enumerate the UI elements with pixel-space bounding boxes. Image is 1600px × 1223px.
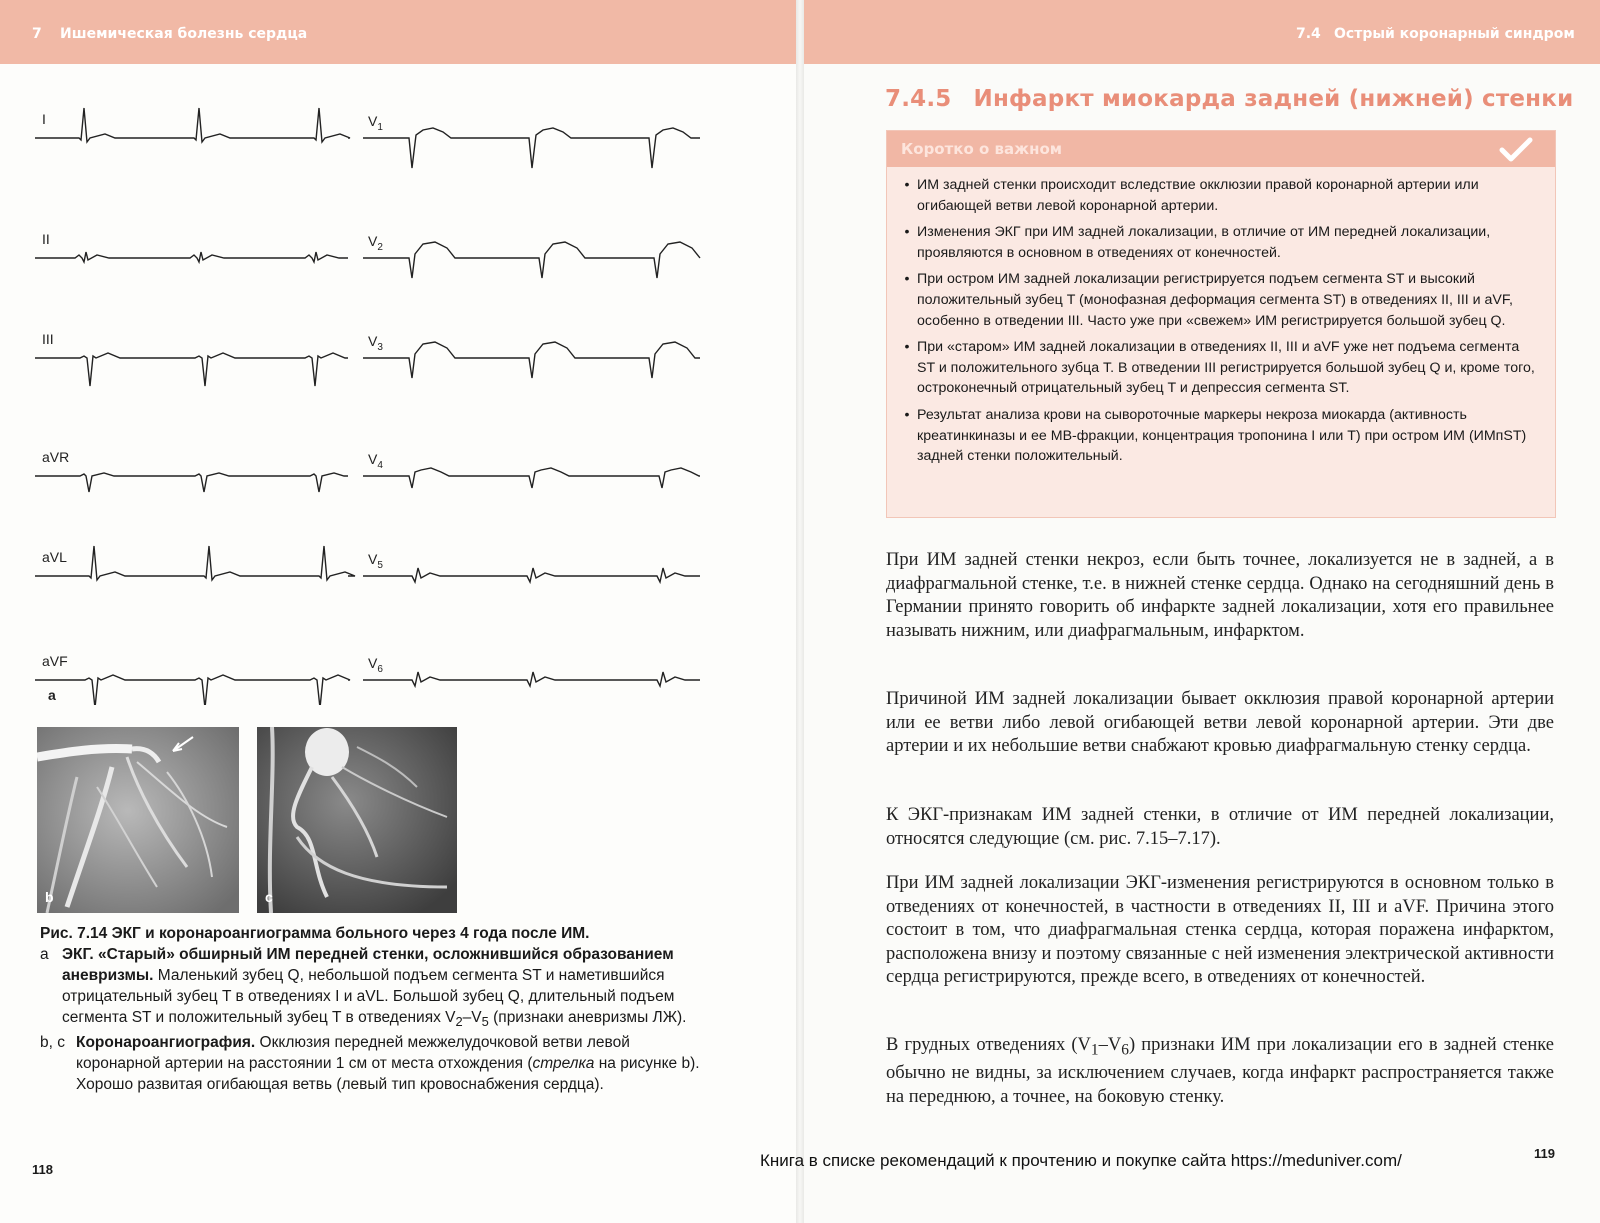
paragraph-2: Причиной ИМ задней локализации бывает окклюзия правой коронарной артерии или ее ветви либо левой огибающей ветви левой коронарной артерии. Эти две артерии и их небольшие ветви снабжают кровью диафрагмальную стенку сердца. xyxy=(886,689,1554,756)
lead-label-right: $V_4$ xyxy=(368,451,383,471)
caption-a-end: (признаки аневризмы ЛЖ). xyxy=(488,1009,687,1026)
p5-sub1: 1 xyxy=(1090,1041,1099,1059)
p5-sub2: 6 xyxy=(1121,1041,1129,1059)
paragraph-3: К ЭКГ-признакам ИМ задней стенки, в отличие от ИМ передней локализации, относятся следующие (см. рис. 7.15–7.17). xyxy=(886,805,1554,849)
caption-bc-italic: стрелка xyxy=(532,1055,595,1073)
caption-text-a xyxy=(62,944,710,1032)
caption-bc-end: на рисунке b). Хорошо развитая огибающая ветвь (левый тип кровоснабжения сердца). xyxy=(76,1055,700,1094)
page-number-right: 119 xyxy=(1534,1146,1555,1161)
ecg-trace-left-3 xyxy=(35,353,348,386)
ecg-trace-left-1 xyxy=(35,108,350,142)
bullet-icon: • xyxy=(904,406,910,423)
figure-caption xyxy=(40,923,710,1095)
bullet-icon: • xyxy=(904,224,910,241)
summary-item-text: При «старом» ИМ задней локализации в отведениях II, III и aVF уже нет подъема сегмента ST и положительного зубца T. В отведении III регистрируется большой зубец Q и, кроме того, остроконечный отрицательный зубец T и депрессия сегмента ST. xyxy=(917,339,1535,397)
lead-label-left: aVR xyxy=(42,449,70,465)
lead-label-right: $V_3$ xyxy=(368,333,383,353)
section-heading-number: 7.4.5 xyxy=(885,86,952,112)
left-running-header xyxy=(0,0,796,64)
bullet-icon: • xyxy=(904,271,910,288)
paragraph-4: При ИМ задней локализации ЭКГ-изменения регистрируются в основном только в отведениях от конечностей, в частности в отведениях II, III и aVF. Причина этого состоит в том, что диафрагмальная стенка сердца, которая поражена инфарктом, расположена внизу и поэтому связанные с ней изменения электрической активности сердца регистрируются, прежде всего, в отведениях от конечностей. xyxy=(886,873,1554,987)
caption-a-bold: ЭКГ. «Старый» обширный ИМ передней стенки, осложнившийся образованием аневризмы. xyxy=(62,946,674,984)
bullet-icon: • xyxy=(904,339,910,356)
angiogram-c xyxy=(257,727,457,913)
right-running-header xyxy=(804,0,1600,64)
summary-box xyxy=(886,130,1556,518)
bullet-icon: • xyxy=(904,177,910,193)
book-spine xyxy=(796,0,804,1223)
ecg-trace-right-5 xyxy=(363,568,700,582)
panel-c-label: c xyxy=(265,889,273,905)
section-title-header: Острый коронарный синдром xyxy=(1334,26,1575,42)
ecg-trace-right-3 xyxy=(363,342,700,378)
section-number-header: 7.4 xyxy=(1296,26,1321,42)
footer-note: Книга в списке рекомендаций к прочтению и покупке сайта https://meduniver.com/ xyxy=(760,1151,1402,1170)
lead-label-right: $V_1$ xyxy=(368,113,383,133)
p5-start: В грудных отведениях (V xyxy=(886,1035,1091,1055)
angiogram-c-image xyxy=(257,727,457,913)
caption-text-bc xyxy=(76,1032,710,1095)
summary-item-text: Изменения ЭКГ при ИМ задней локализации, в отличие от ИМ передней локализации, проявляются в основном в отведениях от конечностей. xyxy=(917,224,1491,261)
caption-a-sub1: 2 xyxy=(455,1014,463,1030)
lead-label-right: $V_6$ xyxy=(368,655,383,675)
paragraph-5 xyxy=(886,1034,1554,1109)
caption-bc-bold: Коронароангиография. xyxy=(76,1034,256,1052)
ecg-trace-right-2 xyxy=(363,242,700,278)
caption-a-body: Маленький зубец Q, небольшой подъем сегмента ST и наметившийся отрицательный зубец T в отведениях I и aVL. Большой зубец Q, длительный подъем сегмента ST и положительный зубец T в отведениях V xyxy=(62,967,675,1026)
summary-box-header xyxy=(887,131,1555,167)
caption-item-bc xyxy=(40,1032,710,1095)
summary-item xyxy=(897,175,1537,216)
lead-label-left: aVL xyxy=(42,549,67,565)
ecg-trace-left-6 xyxy=(35,675,350,705)
ecg-trace-right-4 xyxy=(363,468,700,488)
lead-label-left: III xyxy=(42,331,54,347)
caption-mark-a: a xyxy=(40,946,49,963)
caption-mark-bc: b, c xyxy=(40,1034,65,1052)
ecg-trace-right-6 xyxy=(363,672,700,686)
summary-item xyxy=(897,337,1537,399)
section-heading xyxy=(885,86,1573,112)
lead-label-left: II xyxy=(42,231,50,247)
panel-b-label: b xyxy=(45,889,54,905)
summary-list xyxy=(897,175,1555,473)
section-heading-title: Инфаркт миокарда задней (нижней) стенки xyxy=(973,86,1574,112)
caption-a-dash: –V xyxy=(462,1009,482,1026)
caption-title: Рис. 7.14 ЭКГ и коронароангиограмма больного через 4 года после ИМ. xyxy=(40,925,590,942)
summary-box-heading: Коротко о важном xyxy=(901,140,1063,158)
caption-a-sub2: 5 xyxy=(481,1014,489,1030)
summary-item xyxy=(897,405,1537,467)
ecg-trace-left-4 xyxy=(35,473,348,492)
lead-label-right: $V_2$ xyxy=(368,233,383,253)
summary-item-text: ИМ задней стенки происходит вследствие окклюзии правой коронарной артерии или огибающей ветви левой коронарной артерии. xyxy=(917,177,1479,214)
ecg-tracings xyxy=(30,100,720,705)
caption-bc-body: Окклюзия передней межжелудочковой ветви левой коронарной артерии на расстоянии 1 см от места отхождения ( xyxy=(76,1034,630,1073)
p5-mid: –V xyxy=(1098,1035,1122,1055)
lead-label-right: $V_5$ xyxy=(368,551,383,571)
summary-item xyxy=(897,222,1537,263)
chapter-title: Ишемическая болезнь сердца xyxy=(60,26,308,42)
ecg-trace-left-2 xyxy=(35,252,348,262)
paragraph-1: При ИМ задней стенки некроз, если быть точнее, локализуется не в задней, а в диафрагмальной стенке, т.е. в нижней стенке сердца. Однако на сегодняшний день в Германии принято говорить об инфаркте задней локализации, хотя его правильнее называть нижним, или диафрагмальным, инфарктом. xyxy=(886,550,1554,641)
summary-item xyxy=(897,269,1537,331)
angiogram-b xyxy=(37,727,239,913)
panel-a-label: a xyxy=(48,687,56,703)
lead-label-left: aVF xyxy=(42,653,68,669)
caption-item-a xyxy=(40,944,710,1032)
lead-label-left: I xyxy=(42,111,46,127)
chapter-number: 7 xyxy=(32,26,42,42)
angiogram-b-image xyxy=(37,727,239,913)
checkmark-icon xyxy=(1499,137,1533,163)
p5-end: ) признаки ИМ при локализации его в задней стенке обычно не видны, за исключением случаев, когда инфаркт распространяется также на переднюю, а точнее, на боковую стенку. xyxy=(886,1035,1554,1107)
ecg-trace-left-5 xyxy=(35,546,355,580)
ecg-figure xyxy=(30,100,720,705)
ecg-trace-right-1 xyxy=(363,128,700,168)
summary-item-text: При остром ИМ задней локализации регистрируется подъем сегмента ST и высокий положительный зубец T (монофазная деформация сегмента ST) в отведениях II, III и aVF, особенно в отведении III. Часто уже при «свежем» ИМ регистрируется большой зубец Q. xyxy=(917,271,1513,329)
summary-item-text: Результат анализа крови на сывороточные маркеры некроза миокарда (активность креатинкиназы и ее MB-фракции, концентрация тропонина I или T) при остром ИМ (ИМпST) задней стенки положительный. xyxy=(917,406,1527,465)
page-number-left: 118 xyxy=(32,1162,53,1177)
